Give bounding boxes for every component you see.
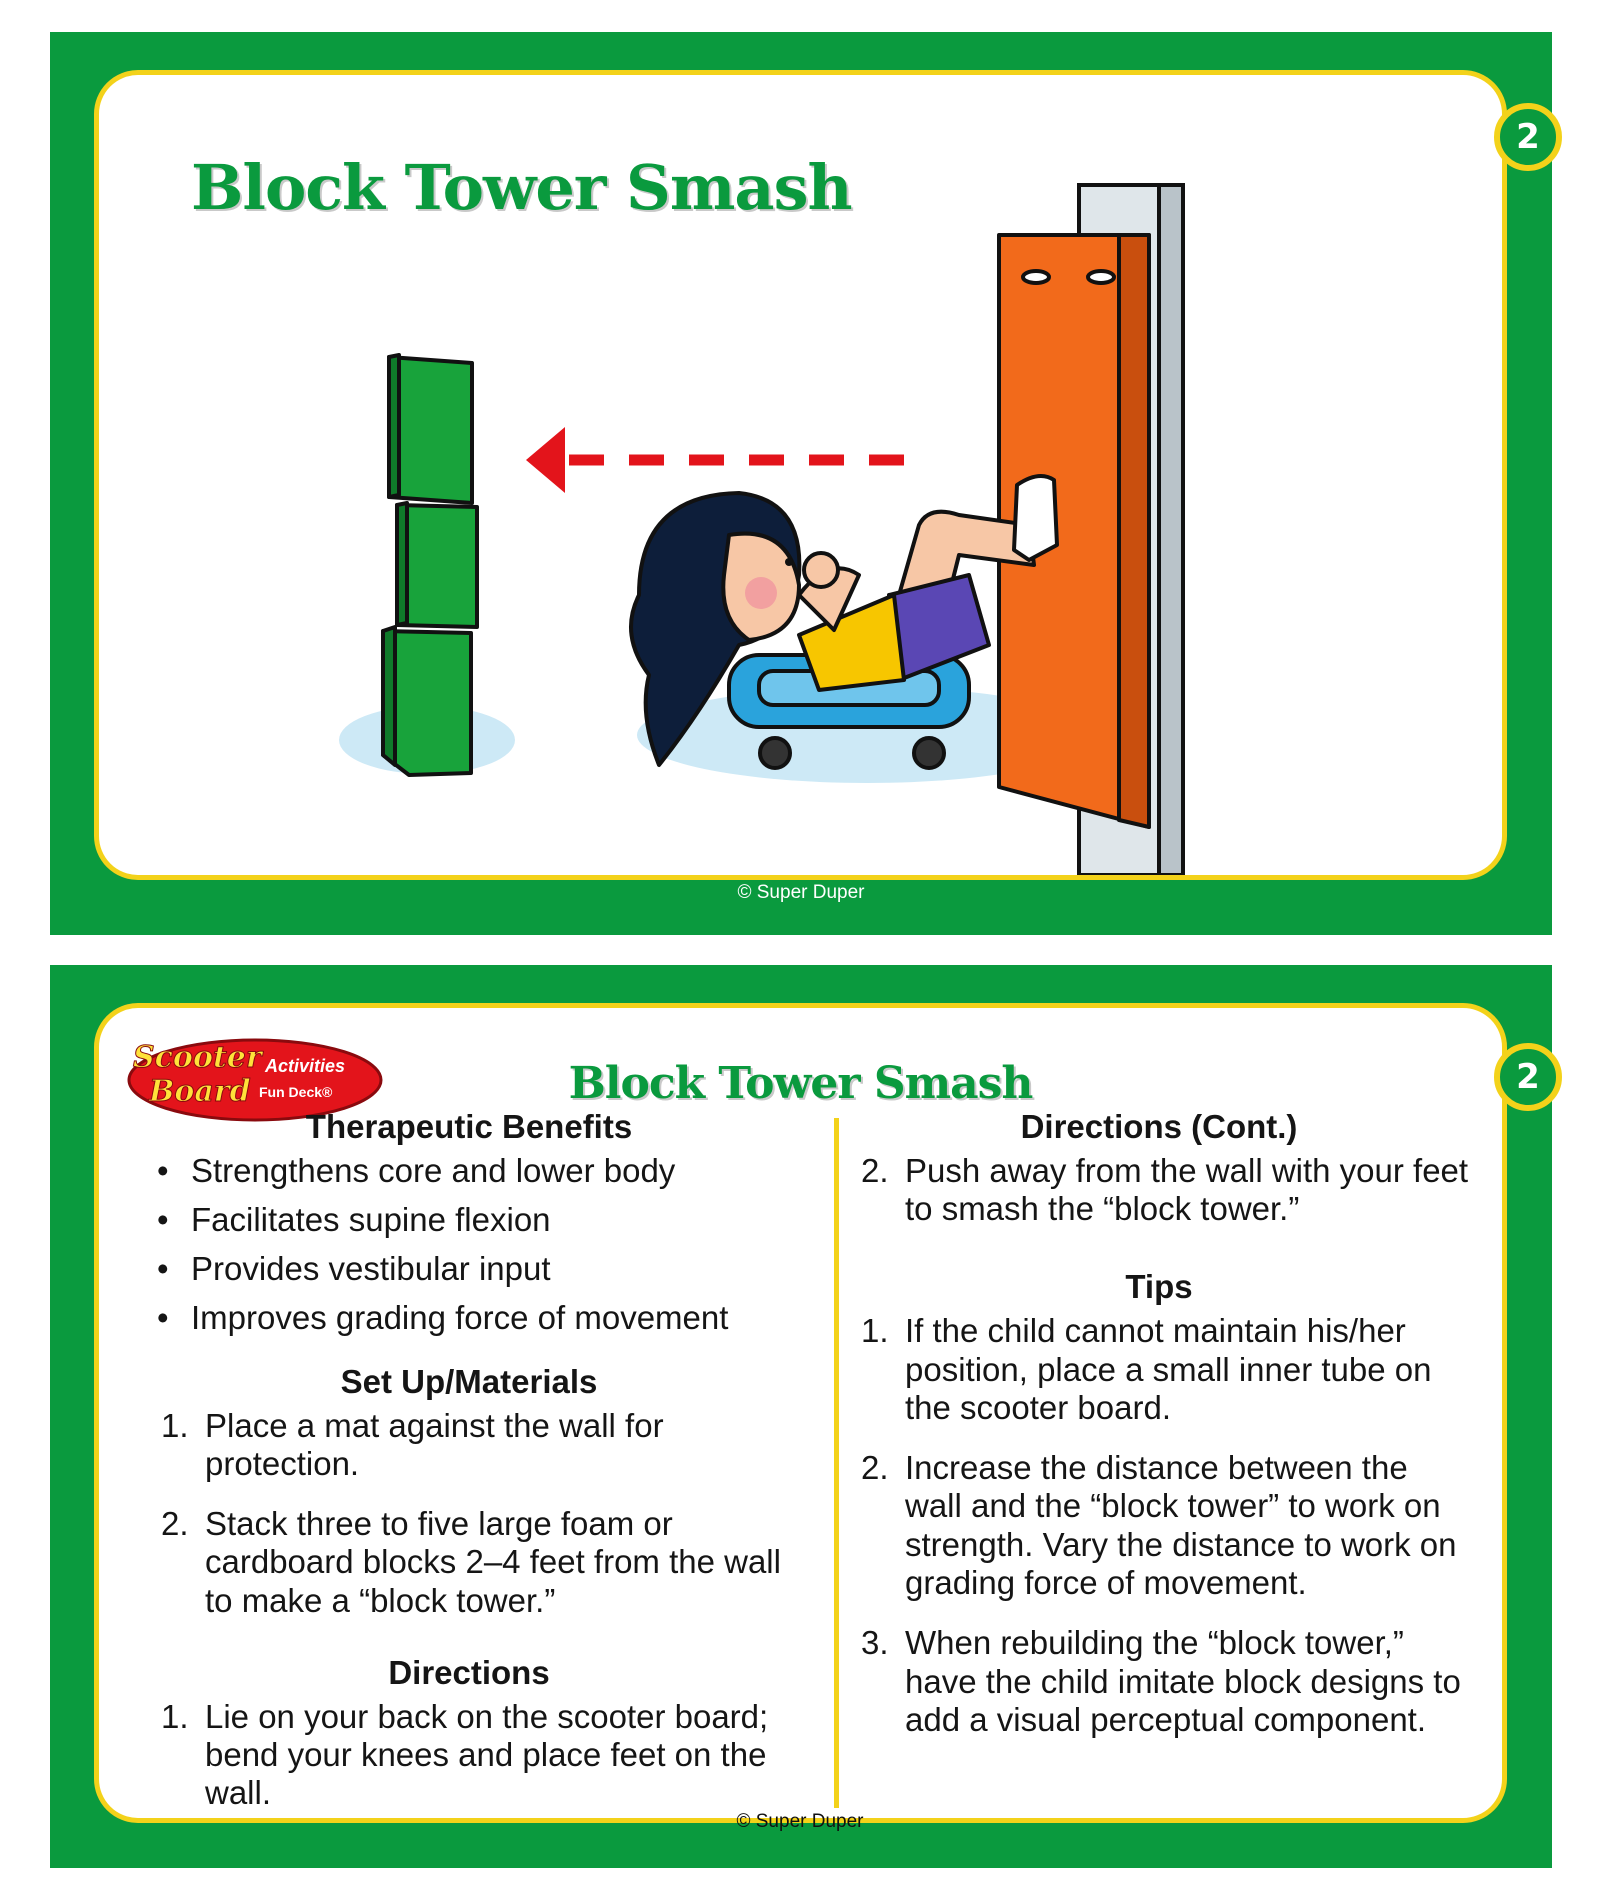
list-item xyxy=(849,1449,1469,1602)
dashed-arrow-icon xyxy=(526,427,904,493)
copyright-text: © Super Duper xyxy=(737,882,865,903)
logo-line1: Scooter xyxy=(133,1040,262,1075)
directions-list xyxy=(149,1698,789,1813)
item-number: 1. xyxy=(861,1312,889,1350)
setup-list xyxy=(149,1407,789,1620)
left-column xyxy=(149,1108,789,1835)
back-panel xyxy=(94,1003,1540,1823)
item-text: Increase the distance between the wall and the “block tower” to work on strength. Vary the distance to work on grading force of movement. xyxy=(905,1449,1457,1601)
item-text: When rebuilding the “block tower,” have the child imitate block designs to add a visual perceptual component. xyxy=(905,1624,1461,1738)
benefits-list xyxy=(149,1152,789,1337)
item-text: Lie on your back on the scooter board; bend your knees and place feet on the wall. xyxy=(205,1697,769,1812)
item-number: 3. xyxy=(861,1624,889,1662)
setup-heading: Set Up/Materials xyxy=(340,1362,598,1400)
block-tower-icon xyxy=(383,355,477,775)
list-item xyxy=(149,1505,789,1620)
directions-cont-list xyxy=(849,1152,1469,1229)
front-panel xyxy=(94,70,1540,880)
card-title-back: Block Tower Smash xyxy=(568,1058,1033,1109)
logo-fun-deck: Fun Deck® xyxy=(259,1084,333,1100)
back-card xyxy=(50,965,1552,1868)
column-divider xyxy=(834,1118,839,1808)
item-text: If the child cannot maintain his/her position, place a small inner tube on the scooter board. xyxy=(905,1312,1432,1426)
list-item: • Provides vestibular input xyxy=(149,1250,789,1288)
item-number: 1. xyxy=(161,1406,189,1444)
item-text: Push away from the wall with your feet to smash the “block tower.” xyxy=(905,1151,1469,1228)
list-item: • Facilitates supine flexion xyxy=(149,1201,789,1239)
copyright-text-back: © Super Duper xyxy=(736,1811,864,1832)
list-item xyxy=(849,1152,1469,1229)
directions-heading: Directions xyxy=(388,1653,550,1691)
tips-heading: Tips xyxy=(1125,1268,1193,1306)
directions-cont-heading: Directions (Cont.) xyxy=(1020,1108,1298,1145)
tips-list xyxy=(849,1312,1469,1739)
list-item xyxy=(849,1624,1469,1739)
activity-illustration xyxy=(99,75,1502,875)
card-title: Block Tower Smash xyxy=(191,151,852,224)
item-text: Stack three to five large foam or cardboard blocks 2–4 feet from the wall to make a “block tower.” xyxy=(205,1505,781,1619)
benefits-heading: Therapeutic Benefits xyxy=(305,1108,633,1145)
list-item: • Strengthens core and lower body xyxy=(149,1152,789,1190)
item-number: 1. xyxy=(161,1697,189,1735)
list-item: • Improves grading force of movement xyxy=(149,1299,789,1337)
item-number: 2. xyxy=(861,1449,889,1487)
list-item xyxy=(149,1407,789,1484)
list-item xyxy=(149,1698,789,1813)
front-card xyxy=(50,32,1552,935)
logo-activities: Activities xyxy=(265,1056,346,1076)
card-number-badge-back: 2 xyxy=(1494,1043,1562,1111)
logo-line2: Board xyxy=(149,1074,251,1109)
list-item xyxy=(849,1312,1469,1427)
item-text: Place a mat against the wall for protection. xyxy=(205,1406,664,1482)
right-column xyxy=(849,1108,1469,1761)
item-number: 2. xyxy=(861,1151,889,1189)
item-number: 2. xyxy=(161,1505,189,1543)
card-number-badge: 2 xyxy=(1494,103,1562,171)
